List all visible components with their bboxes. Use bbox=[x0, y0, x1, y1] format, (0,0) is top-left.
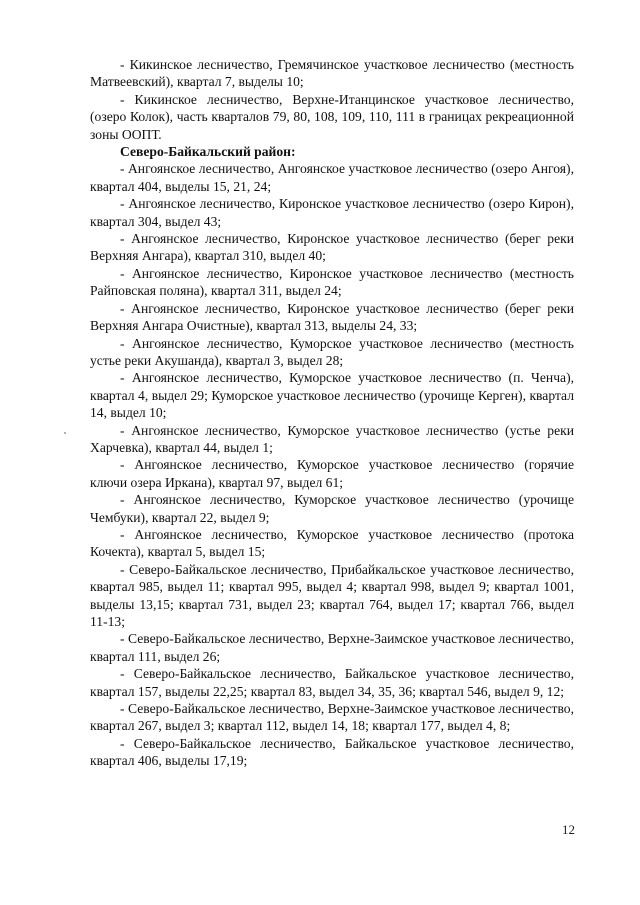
list-item: - Ангоянское лесничество, Киронское участковое лесничество (местность Райповская поляна), квартал 311, выдел 24; bbox=[90, 265, 574, 299]
list-item: - Кикинское лесничество, Гремячинское участковое лесничество (местность Матвеевский), квартал 7, выделы 10; bbox=[90, 57, 574, 90]
list-item: - Северо-Байкальское лесничество, Прибайкальское участковое лесничество, квартал 985, выдел 11; квартал 995, выдел 4; квартал 998, выдел 9; квартал 1001, выделы 13,15; квартал 731, выдел 23; квартал 764, выдел 17; квартал 766, выдел 11-13; bbox=[90, 561, 574, 629]
list-item: - Кикинское лесничество, Верхне-Итанцинское участковое лесничество, (озеро Колок), часть кварталов 79, 80, 108, 109, 110, 111 в границах рекреационной зоны ООПТ. bbox=[90, 91, 574, 142]
list-item: - Ангоянское лесничество, Куморское участковое лесничество (п. Ченча), квартал 4, выдел 29; Куморское участковое лесничество (урочище Керген), квартал 14, выдел 10; bbox=[90, 370, 574, 421]
list-item: - Северо-Байкальское лесничество, Верхне-Заимское участковое лесничество, квартал 111, выдел 26; bbox=[90, 631, 574, 664]
list-item: - Северо-Байкальское лесничество, Байкальское участковое лесничество, квартал 406, выделы 17,19; bbox=[90, 735, 574, 769]
list-item: - Ангоянское лесничество, Киронское участковое лесничество (озеро Кирон), квартал 304, выдел 43; bbox=[90, 196, 574, 229]
list-item: - Ангоянское лесничество, Киронское участковое лесничество (берег реки Верхняя Ангара Очистные), квартал 313, выделы 24, 33; bbox=[90, 300, 574, 334]
list-item: - Ангоянское лесничество, Куморское участковое лесничество (урочище Чембуки), квартал 22, выдел 9; bbox=[90, 492, 574, 525]
list-item: - Ангоянское лесничество, Куморское участковое лесничество (горячие ключи озера Иркана), квартал 97, выдел 61; bbox=[90, 457, 574, 490]
scan-speck bbox=[64, 432, 66, 434]
section-heading: Северо-Байкальский район: bbox=[120, 144, 296, 160]
document-body bbox=[90, 56, 574, 770]
page-number: 12 bbox=[562, 822, 575, 837]
list-item: - Северо-Байкальское лесничество, Байкальское участковое лесничество, квартал 157, выделы 22,25; квартал 83, выдел 34, 35, 36; квартал 546, выдел 9, 12; bbox=[90, 666, 574, 699]
list-item: - Ангоянское лесничество, Ангоянское участковое лесничество (озеро Ангоя), квартал 404, выделы 15, 21, 24; bbox=[90, 161, 574, 194]
list-item: - Ангоянское лесничество, Киронское участковое лесничество (берег реки Верхняя Ангара), квартал 310, выдел 40; bbox=[90, 231, 574, 264]
list-item: - Ангоянское лесничество, Куморское участковое лесничество (устье реки Харчевка), квартал 44, выдел 1; bbox=[90, 422, 574, 455]
list-item: - Ангоянское лесничество, Куморское участковое лесничество (местность устье реки Акушанда), квартал 3, выдел 28; bbox=[90, 335, 574, 368]
list-item: - Ангоянское лесничество, Куморское участковое лесничество (протока Кочекта), квартал 5, выдел 15; bbox=[90, 526, 574, 560]
list-item: - Северо-Байкальское лесничество, Верхне-Заимское участковое лесничество, квартал 267, выдел 3; квартал 112, выдел 14, 18; квартал 177, выдел 4, 8; bbox=[90, 701, 574, 734]
